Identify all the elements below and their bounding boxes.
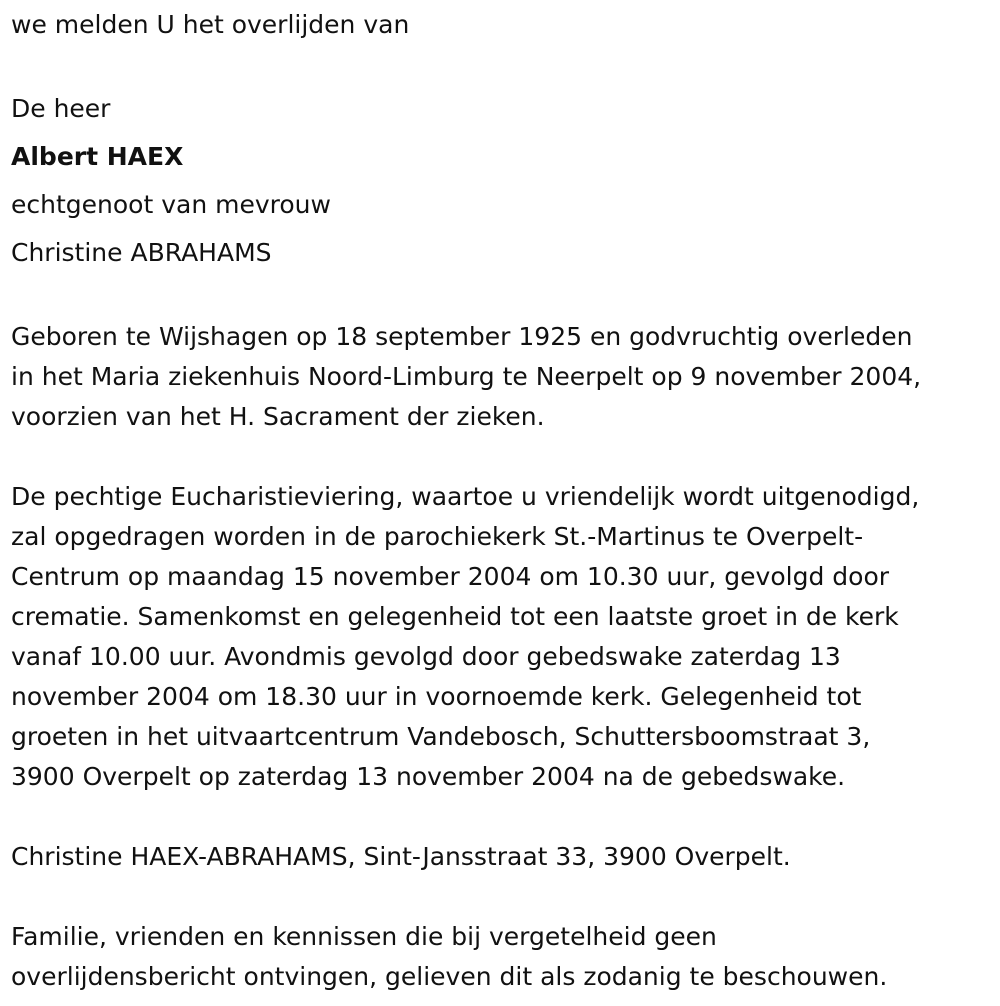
intro-text: we melden U het overlijden van — [11, 10, 410, 39]
deceased-name: Albert HAEX — [11, 142, 184, 171]
service-line: De pechtige Eucharistieviering, waartoe u vriendelijk wordt uitgenodigd, — [11, 482, 920, 511]
deceased-block — [11, 85, 1000, 277]
service-line: crematie. Samenkomst en gelegenheid tot een laatste groet in de kerk — [11, 602, 899, 631]
spouse-relation: echtgenoot van mevrouw — [11, 190, 331, 219]
contact-address: Christine HAEX-ABRAHAMS, Sint-Jansstraat 33, 3900 Overpelt. — [11, 842, 791, 871]
contact-paragraph — [11, 837, 1000, 877]
spouse-name: Christine ABRAHAMS — [11, 238, 272, 267]
closing-line: overlijdensbericht ontvingen, gelieven dit als zodanig te beschouwen. — [11, 962, 888, 991]
birth-line: Geboren te Wijshagen op 18 september 1925 en godvruchtig overleden — [11, 322, 913, 351]
service-line: zal opgedragen worden in de parochiekerk St.-Martinus te Overpelt- — [11, 522, 864, 551]
closing-line: Familie, vrienden en kennissen die bij vergetelheid geen — [11, 922, 717, 951]
service-line: november 2004 om 18.30 uur in voornoemde kerk. Gelegenheid tot — [11, 682, 862, 711]
birth-paragraph — [11, 317, 1000, 437]
birth-line: voorzien van het H. Sacrament der zieken. — [11, 402, 545, 431]
title-prefix: De heer — [11, 94, 111, 123]
service-line: 3900 Overpelt op zaterdag 13 november 2004 na de gebedswake. — [11, 762, 846, 791]
service-paragraph — [11, 477, 1000, 797]
birth-line: in het Maria ziekenhuis Noord-Limburg te Neerpelt op 9 november 2004, — [11, 362, 922, 391]
service-line: vanaf 10.00 uur. Avondmis gevolgd door gebedswake zaterdag 13 — [11, 642, 841, 671]
closing-paragraph — [11, 917, 1000, 997]
service-line: groeten in het uitvaartcentrum Vandebosch, Schuttersboomstraat 3, — [11, 722, 871, 751]
service-line: Centrum op maandag 15 november 2004 om 10.30 uur, gevolgd door — [11, 562, 890, 591]
